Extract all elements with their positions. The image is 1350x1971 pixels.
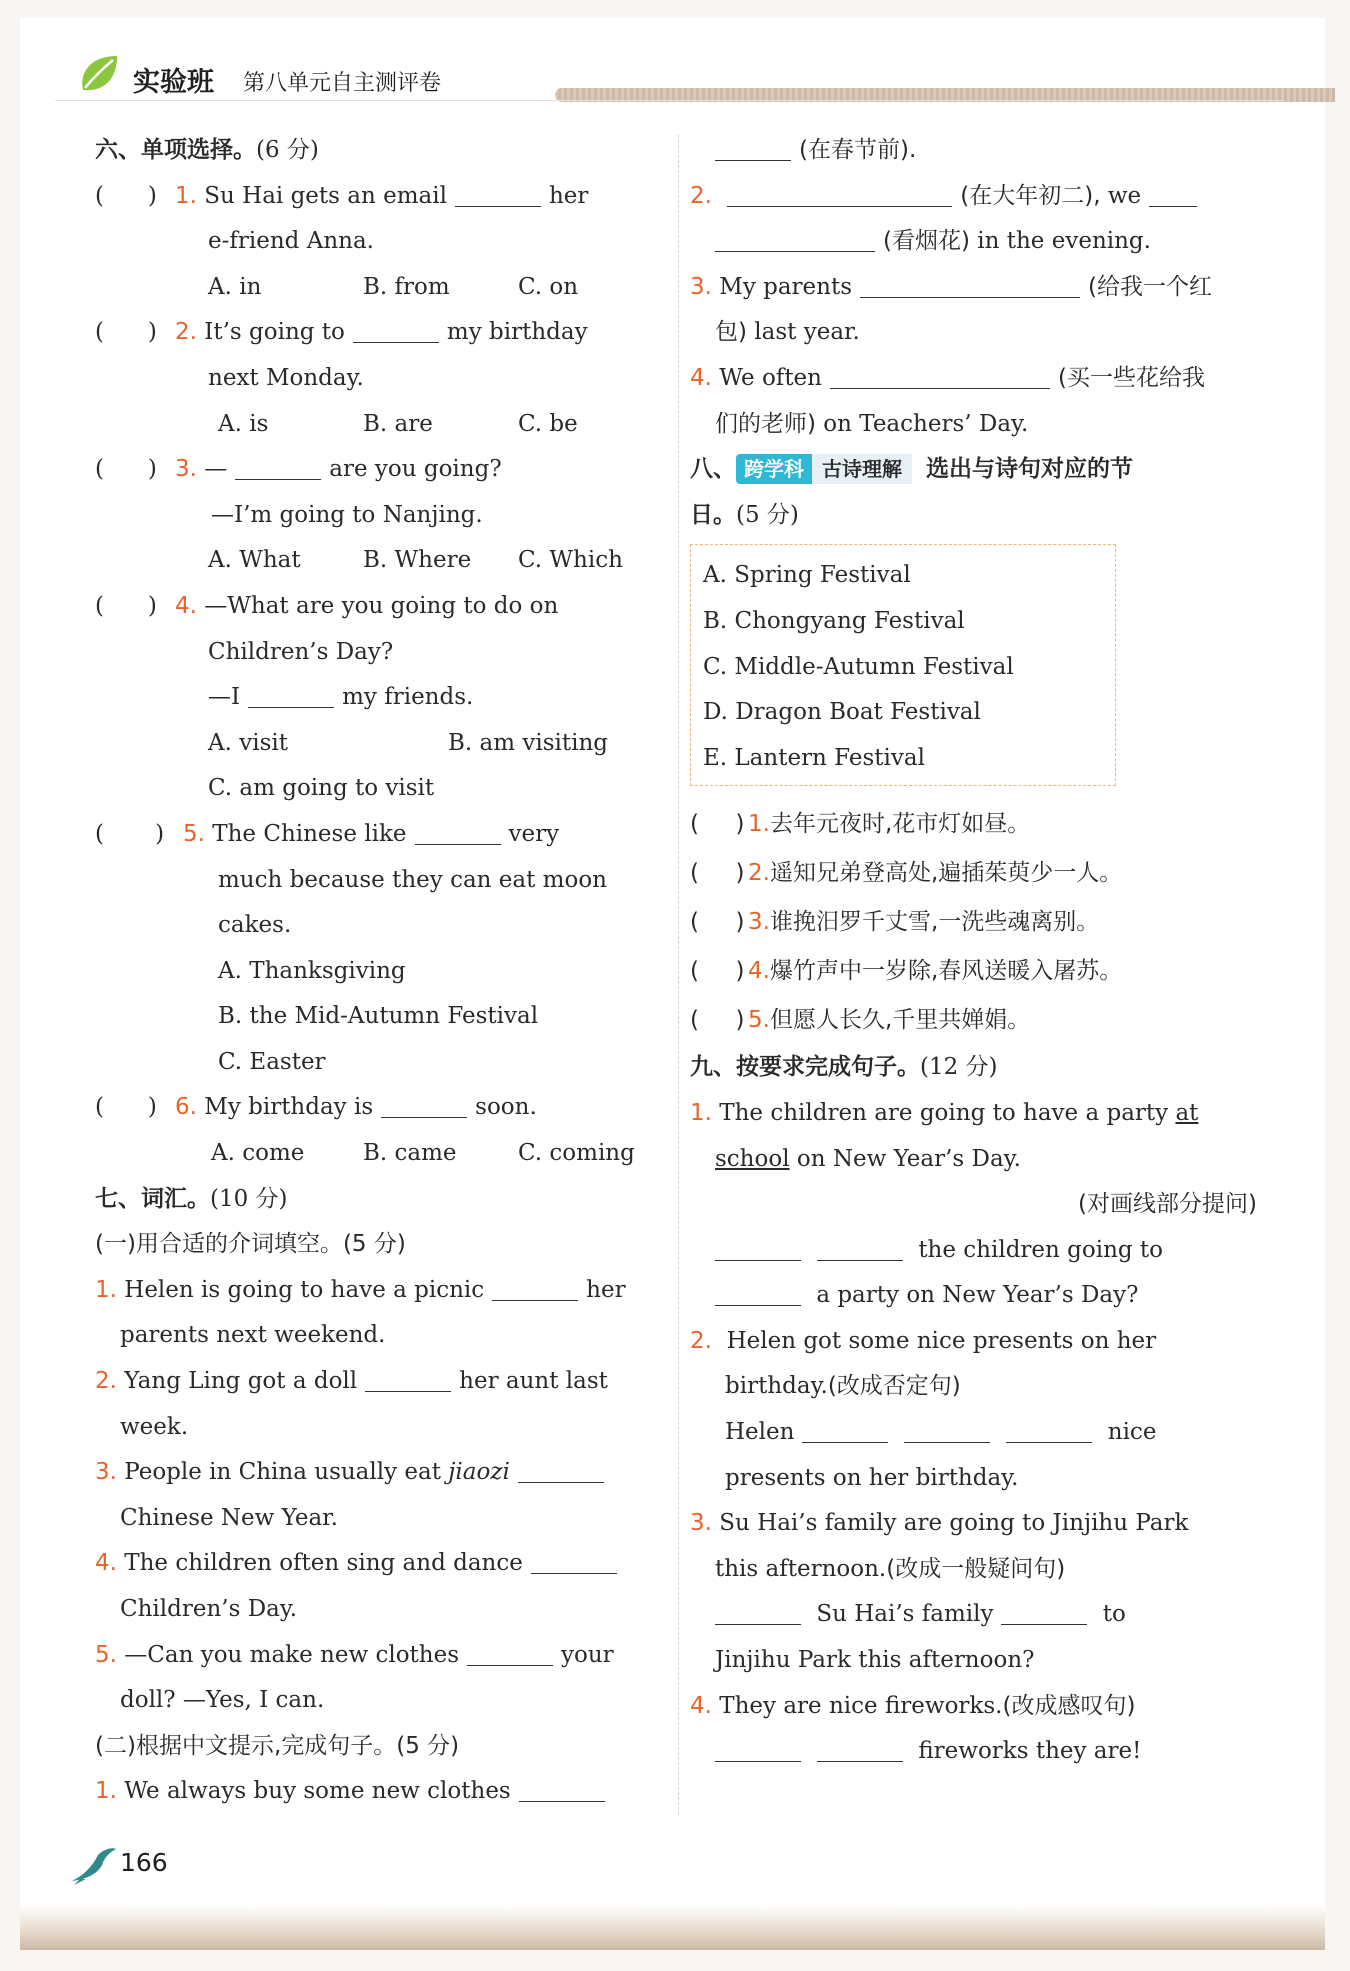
- answer-blank[interactable]: [518, 1454, 604, 1483]
- poem-item: ( ) 3.谁挽汨罗千丈雪,一洗些魂离别。: [690, 909, 1100, 936]
- answer-blank[interactable]: [904, 1414, 990, 1443]
- answer-blank[interactable]: [353, 314, 439, 343]
- header-rule: [55, 100, 1285, 101]
- answer-blank[interactable]: [860, 269, 1080, 298]
- s9-q2: 2. Helen got some nice presents on her: [690, 1327, 1157, 1354]
- s6-q3: ( ) 3. — are you going?: [95, 447, 665, 493]
- answer-blank[interactable]: [1001, 1596, 1087, 1625]
- footer-decoration-band: [20, 1905, 1325, 1950]
- s7-part1-title: (一)用合适的介词填空。(5 分): [95, 1231, 406, 1258]
- s9-q1: 1. The children are going to have a party at: [690, 1099, 1199, 1126]
- answer-blank[interactable]: [715, 132, 791, 161]
- answer-blank[interactable]: [455, 178, 541, 207]
- answer-blank[interactable]: [492, 1272, 578, 1301]
- left-column: 六、单项选择。(6 分) ( ) 1. Su Hai gets an email her e-friend Anna. A. in B. from C. on ( ) 2. It’s going to my birthday next Monday. A. is B. are C. be ( ) 3. — are you going? —I’m going to Nanjing. A. What B. Where C. Which ( ) 4. —What are you going to do on Children’s Day? —I my friends. A. visit B. am visiting C. am going to visit ( ) 5. The Chinese like very much because they can eat moon cakes. A. Thanksgiving B. the Mid-Autumn Festival C. Easter ( ) 6. My birthday is soon. A. come B. came C. coming 七、词汇。(10 分) (一)用合适的介词填空。(5 分) 1. Helen is going to have a picnic her parents next weekend. 2. Yang Ling got a doll her aunt last week. 3. People in China usually eat jiaozi Chinese New Year. 4. The children often sing and dance Children’s Day. 5. —Can you make new clothes your doll? —Yes, I can. (二)根据中文提示,完成句子。(5 分) 1. We always buy some new clothes: [95, 128, 665, 1815]
- s6-q4: ( ) 4. —What are you going to do on: [95, 592, 559, 619]
- page-number: 166: [120, 1848, 168, 1877]
- festival-option: B. Chongyang Festival: [703, 607, 965, 634]
- festival-options-box: [690, 544, 1116, 786]
- s6-q3-options: A. What B. Where C. Which: [208, 547, 623, 574]
- festival-option: D. Dragon Boat Festival: [703, 699, 981, 726]
- s6-q5: ( ) 5. The Chinese like very: [95, 812, 665, 858]
- leaf-logo-icon: [77, 52, 121, 96]
- s7-p2-q1: 1. We always buy some new clothes: [95, 1769, 665, 1815]
- answer-blank[interactable]: [830, 360, 1050, 389]
- s6-q2: ( ) 2. It’s going to my birthday: [95, 310, 665, 356]
- s7-q3: 3. People in China usually eat jiaozi: [95, 1450, 665, 1496]
- poem-item: ( ) 1.去年元夜时,花市灯如昼。: [690, 811, 1031, 838]
- festival-option: A. Spring Festival: [703, 562, 911, 589]
- s7-q2: 2. Yang Ling got a doll her aunt last: [95, 1359, 665, 1405]
- s6-q2-options: A. is B. are C. be: [218, 410, 578, 437]
- s6-q4-options: A. visit B. am visiting: [208, 729, 609, 756]
- answer-blank[interactable]: [715, 1277, 801, 1306]
- answer-blank[interactable]: [1149, 178, 1197, 207]
- answer-blank[interactable]: [727, 178, 952, 207]
- answer-blank[interactable]: [817, 1232, 903, 1261]
- answer-blank[interactable]: [235, 451, 321, 480]
- s7-q1: 1. Helen is going to have a picnic her: [95, 1268, 665, 1314]
- answer-blank[interactable]: [715, 1596, 801, 1625]
- s7-p2-q4: 4. We often (买一些花给我: [690, 356, 1265, 402]
- s6-q1: ( ) 1. Su Hai gets an email her: [95, 174, 665, 220]
- answer-blank[interactable]: [1006, 1414, 1092, 1443]
- answer-blank[interactable]: [817, 1733, 903, 1762]
- answer-blank[interactable]: [381, 1089, 467, 1118]
- poem-badge: 古诗理解: [812, 454, 912, 484]
- s9-q4: 4. They are nice fireworks.(改成感叹句): [690, 1692, 1136, 1719]
- answer-blank[interactable]: [365, 1363, 451, 1392]
- answer-blank[interactable]: [467, 1637, 553, 1666]
- page-header: [55, 38, 1305, 118]
- s7-q4: 4. The children often sing and dance: [95, 1541, 665, 1587]
- s6-q6: ( ) 6. My birthday is soon.: [95, 1085, 665, 1131]
- answer-blank[interactable]: [415, 816, 501, 845]
- section-7-title: 七、词汇。(10 分): [95, 1185, 288, 1212]
- festival-option: E. Lantern Festival: [703, 744, 925, 771]
- s7-part2-title: (二)根据中文提示,完成句子。(5 分): [95, 1732, 460, 1759]
- s6-q1-options: A. in B. from C. on: [208, 273, 579, 300]
- answer-blank[interactable]: [531, 1545, 617, 1574]
- answer-blank[interactable]: [248, 679, 334, 708]
- unit-title: 第八单元自主测评卷: [243, 71, 442, 96]
- answer-blank[interactable]: [715, 1232, 801, 1261]
- section-6-title: 六、单项选择。(6 分): [95, 137, 319, 163]
- cross-subject-badge: 跨学科: [736, 454, 812, 484]
- poem-item: ( ) 5.但愿人长久,千里共婵娟。: [690, 1007, 1031, 1034]
- swallow-icon: [70, 1845, 118, 1885]
- section-9-title: 九、按要求完成句子。(12 分): [690, 1054, 998, 1081]
- answer-blank[interactable]: [519, 1773, 605, 1802]
- brand-name: 实验班: [133, 67, 214, 98]
- festival-option: C. Middle-Autumn Festival: [703, 653, 1014, 680]
- right-column: (在春节前). 2. (在大年初二), we (看烟花) in the evening. 3. My parents (给我一个红 包) last year. 4. We often (买一些花给我 们的老师) on Teachers’ Day. 八、 跨学科 古诗理解 选出与诗句对应的节 日。(5 分) A. Spring Festival B. Chongyang Festival C. Middle-Autumn Festival D. Dragon Boat Festival E. Lantern Festival ( ) 1.去年元夜时,花市灯如昼。 ( ) 2.遥知兄弟登高处,遍插茱萸少一人。 ( ) 3.谁挽汨罗千丈雪,一洗些魂离别。 ( ) 4.爆竹声中一岁除,春风送暖入屠苏。 ( ) 5.但愿人长久,千里共婵娟。 九、按要求完成句子。(12 分) 1. The children are going to have a party at school on New Year’s Day. (对画线部分提问) the children going to a party on New Year’s Day? 2. Helen got some nice presents on her birthday.(改成否定句) Helen nice presents on her birthday. 3. Su Hai’s family are going to Jinjihu Park this afternoon.(改成一般疑问句) Su Hai’s family to Jinjihu Park this afternoon? 4. They are nice fireworks.(改成感叹句) fireworks they are!: [690, 128, 1265, 1775]
- s7-q5: 5. —Can you make new clothes your: [95, 1633, 665, 1679]
- section-8-title: 八、 跨学科 古诗理解 选出与诗句对应的节: [690, 456, 1133, 483]
- s6-q6-options: A. come B. came C. coming: [211, 1140, 635, 1167]
- s9-q3: 3. Su Hai’s family are going to Jinjihu Park: [690, 1510, 1189, 1537]
- s7-p2-q2: 2. (在大年初二), we: [690, 174, 1265, 220]
- poem-item: ( ) 2.遥知兄弟登高处,遍插茱萸少一人。: [690, 860, 1123, 887]
- s7-p2-q3: 3. My parents (给我一个红: [690, 265, 1265, 311]
- column-divider: [678, 135, 679, 1815]
- answer-blank[interactable]: [802, 1414, 888, 1443]
- answer-blank[interactable]: [715, 223, 875, 252]
- answer-blank[interactable]: [715, 1733, 801, 1762]
- poem-item: ( ) 4.爆竹声中一岁除,春风送暖入屠苏。: [690, 958, 1123, 985]
